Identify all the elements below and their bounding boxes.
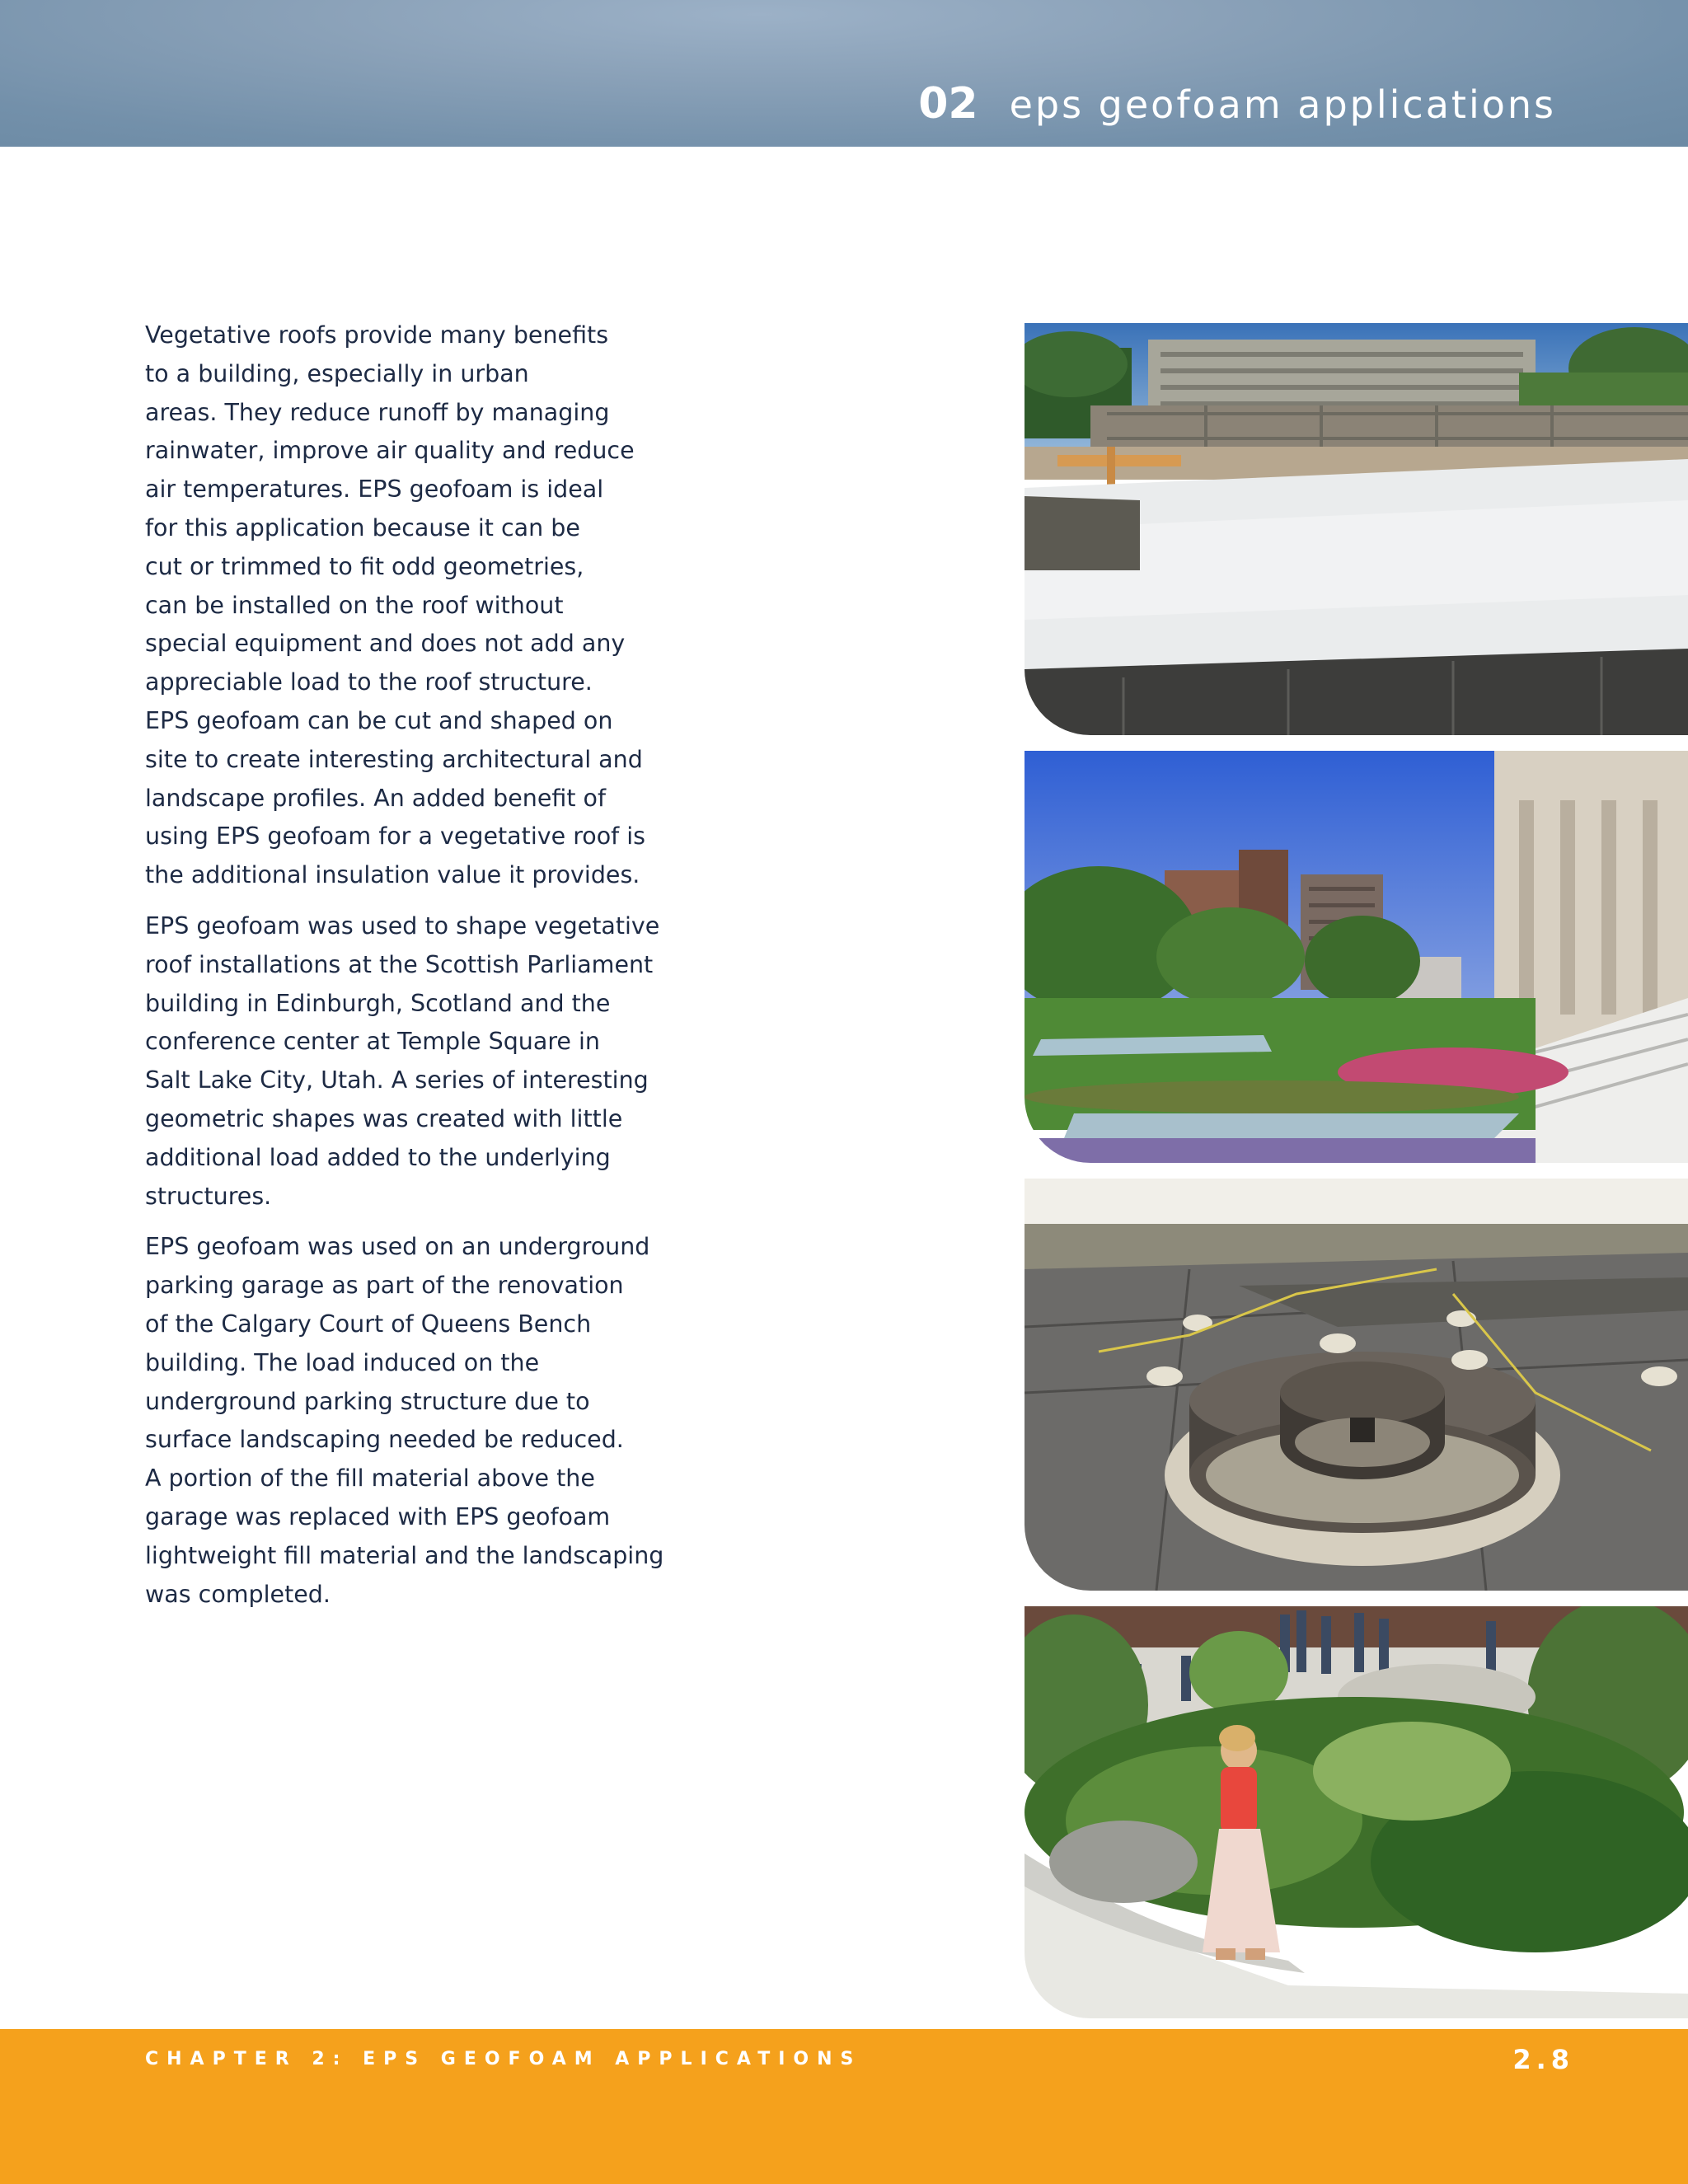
text-line: air temperatures. EPS geofoam is ideal: [145, 476, 604, 504]
text-line: areas. They reduce runoff by managing: [145, 398, 610, 426]
text-line: Vegetative roofs provide many benefits: [145, 321, 609, 349]
text-line: EPS geofoam was used on an underground: [145, 1233, 650, 1261]
text-line: additional load added to the underlying: [145, 1143, 611, 1171]
photo-fountain-construction: [1025, 1179, 1688, 1591]
text-line: lightweight fill material and the landscaping: [145, 1541, 664, 1569]
page-number: 2.8: [1512, 2044, 1574, 2075]
text-line: underground parking structure due to: [145, 1387, 590, 1415]
photo-geofoam-roof-installation: [1025, 323, 1688, 735]
text-line: using EPS geofoam for a vegetative roof is: [145, 823, 646, 851]
body-text: [145, 316, 664, 1626]
footer-band: [0, 2029, 1688, 2184]
text-line: EPS geofoam was used to shape vegetative: [145, 912, 660, 940]
text-line: garage was replaced with EPS geofoam: [145, 1502, 611, 1530]
text-line: parking garage as part of the renovation: [145, 1272, 624, 1300]
text-line: surface landscaping needed be reduced.: [145, 1426, 624, 1454]
text-line: geometric shapes was created with little: [145, 1104, 623, 1132]
paragraph-vegetative-roofs: [145, 316, 656, 895]
text-line: special equipment and does not add any: [145, 630, 626, 658]
paragraph-scottish-parliament: [145, 907, 660, 1216]
chapter-number: 02: [918, 79, 978, 129]
text-line: landscape profiles. An added benefit of: [145, 784, 607, 812]
photo-landscaped-plaza: [1025, 751, 1688, 1163]
text-line: was completed.: [145, 1580, 331, 1608]
text-line: appreciable load to the roof structure.: [145, 668, 593, 696]
text-line: cut or trimmed to fit odd geometries,: [145, 552, 584, 580]
chapter-header-band: [0, 0, 1688, 147]
text-line: rainwater, improve air quality and reduce: [145, 437, 635, 465]
text-line: site to create interesting architectural and: [145, 745, 643, 773]
text-line: can be installed on the roof without: [145, 591, 564, 619]
text-line: EPS geofoam can be cut and shaped on: [145, 706, 613, 734]
text-line: building in Edinburgh, Scotland and the: [145, 989, 611, 1017]
text-line: for this application because it can be: [145, 513, 580, 541]
text-line: roof installations at the Scottish Parliament: [145, 950, 654, 978]
text-line: conference center at Temple Square in: [145, 1028, 600, 1056]
footer-chapter-label: CHAPTER 2: EPS GEOFOAM APPLICATIONS: [145, 2049, 862, 2069]
chapter-heading: [918, 79, 1556, 129]
paragraph-calgary-court: [145, 1228, 664, 1614]
text-line: the additional insulation value it provides.: [145, 861, 640, 889]
text-line: building. The load induced on the: [145, 1348, 540, 1376]
text-line: to a building, especially in urban: [145, 359, 529, 387]
text-line: Salt Lake City, Utah. A series of interesting: [145, 1066, 649, 1094]
chapter-title: eps geofoam applications: [1009, 82, 1556, 127]
text-line: A portion of the fill material above the: [145, 1465, 595, 1493]
photo-roof-garden-visitors: [1025, 1606, 1688, 2018]
text-line: structures.: [145, 1182, 272, 1210]
text-line: of the Calgary Court of Queens Bench: [145, 1310, 592, 1338]
